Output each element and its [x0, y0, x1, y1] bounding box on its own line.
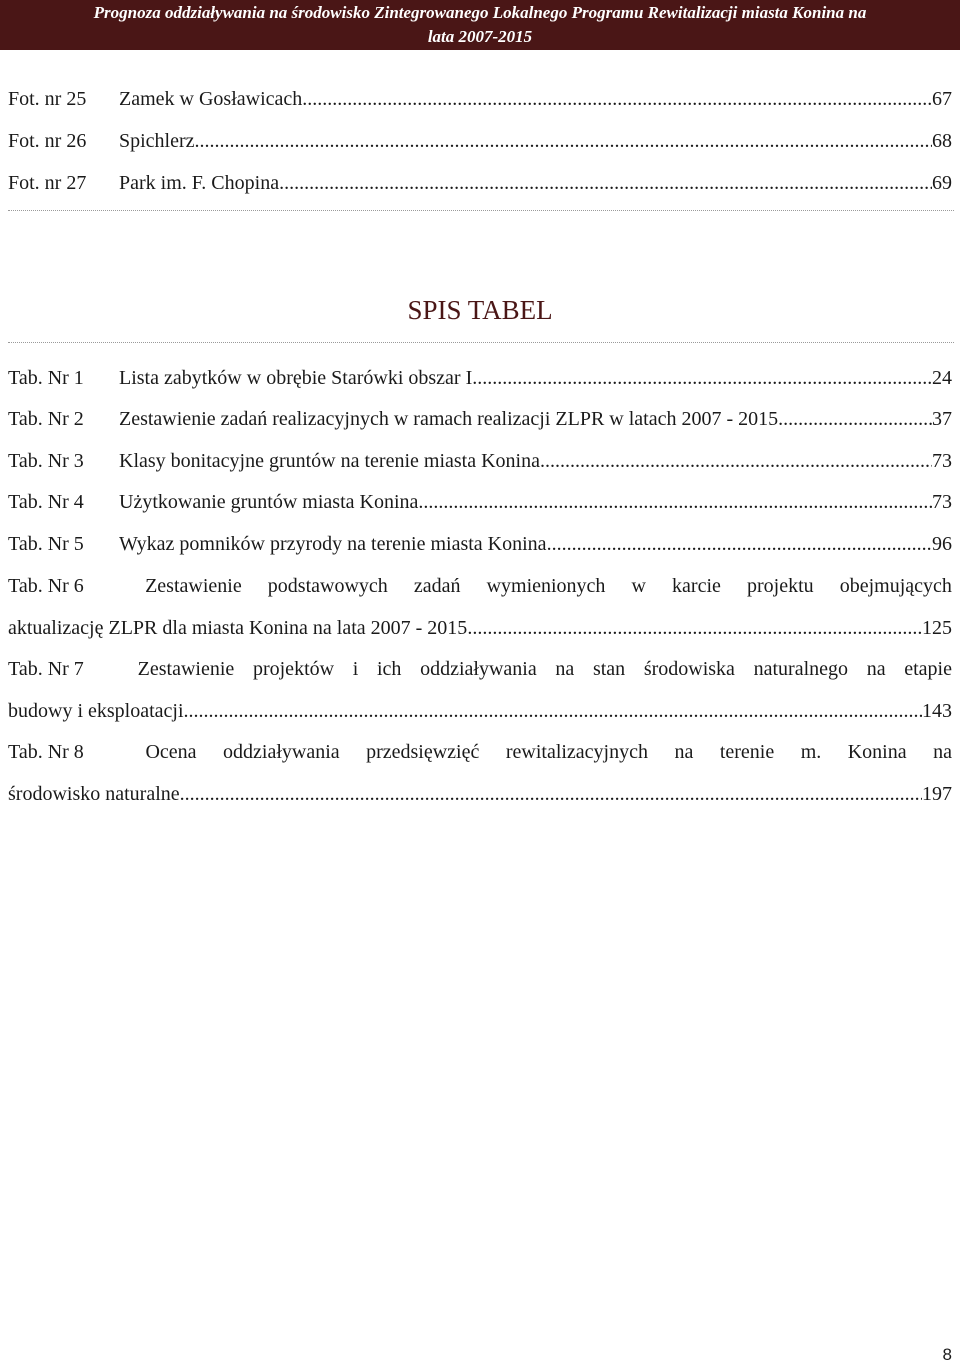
- entry-title: Spichlerz: [119, 130, 195, 152]
- entry-title-line2: budowy i eksploatacji: [8, 700, 184, 722]
- entry-title-word: w: [631, 575, 646, 597]
- toc-entry-table-line1: [8, 655, 952, 683]
- entry-prefix: Tab. Nr 8: [8, 741, 84, 763]
- entry-page: 67: [932, 88, 952, 110]
- entry-title-word: Zestawienie: [137, 658, 235, 680]
- entry-title-word: rewitalizacyjnych: [505, 741, 648, 763]
- toc-entry-table: [8, 488, 952, 516]
- entry-prefix: Fot. nr 27: [8, 172, 87, 194]
- entry-title-word: wymienionych: [486, 575, 606, 597]
- header-title-line2: lata 2007-2015: [427, 27, 533, 46]
- entry-title-word: na: [674, 741, 694, 763]
- entry-title-word: oddziaływania: [223, 741, 340, 763]
- entry-title-line2: środowisko naturalne: [8, 783, 180, 805]
- entry-page: 37: [932, 408, 952, 430]
- entry-title-word: Ocena: [145, 741, 197, 763]
- entry-prefix: Fot. nr 25: [8, 88, 87, 110]
- dot-leader: [547, 530, 932, 558]
- section-divider: [8, 342, 954, 343]
- entry-title: Zestawienie zadań realizacyjnych w ramach realizacji ZLPR w latach 2007 - 2015: [119, 408, 779, 430]
- dot-leader: [195, 127, 932, 155]
- toc-entry-table: [8, 405, 952, 433]
- entry-title: Zamek w Gosławicach: [119, 88, 303, 110]
- page-number: 8: [942, 1345, 952, 1364]
- entry-title-word: środowiska: [643, 658, 735, 680]
- dot-leader: [778, 405, 932, 433]
- entry-title-word: projektów: [252, 658, 335, 680]
- entry-title-word: obejmujących: [839, 575, 952, 597]
- section-divider: [8, 210, 954, 211]
- entry-page: 143: [922, 700, 952, 722]
- entry-title-word: przedsięwzięć: [366, 741, 480, 763]
- toc-entry-table-line2: [8, 614, 952, 642]
- entry-prefix: Tab. Nr 5: [8, 533, 84, 555]
- entry-title-word: m.: [800, 741, 822, 763]
- entry-title-word: projektu: [746, 575, 814, 597]
- section-heading-tables: SPIS TABEL: [407, 295, 553, 325]
- dot-leader: [472, 364, 932, 392]
- entry-prefix: Tab. Nr 6: [8, 575, 84, 597]
- entry-page: 68: [932, 130, 952, 152]
- entry-page: 197: [922, 783, 952, 805]
- entry-page: 73: [932, 491, 952, 513]
- entry-title-word: terenie: [719, 741, 775, 763]
- entry-title-word: na: [555, 658, 575, 680]
- entry-title-word: stan: [592, 658, 626, 680]
- entry-title-word: Konina: [847, 741, 907, 763]
- entry-title-word: i: [352, 658, 359, 680]
- dot-leader: [467, 614, 922, 642]
- entry-title-word: karcie: [672, 575, 721, 597]
- toc-entry-photo: [8, 127, 952, 155]
- toc-entry-table-line2: [8, 780, 952, 808]
- entry-title: Park im. F. Chopina: [119, 172, 280, 194]
- entry-title-word: oddziaływania: [420, 658, 537, 680]
- toc-entry-photo: [8, 85, 952, 113]
- entry-prefix: Tab. Nr 2: [8, 408, 84, 430]
- dot-leader: [418, 488, 932, 516]
- document-header: [0, 0, 960, 50]
- toc-entry-table: [8, 530, 952, 558]
- entry-title-word: na: [866, 658, 886, 680]
- entry-title-word: etapie: [904, 658, 952, 680]
- toc-entry-table: [8, 447, 952, 475]
- dot-leader: [540, 447, 932, 475]
- dot-leader: [180, 780, 922, 808]
- dot-leader: [184, 697, 922, 725]
- entry-title-word: na: [933, 741, 952, 763]
- entry-prefix: Tab. Nr 4: [8, 491, 84, 513]
- entry-title: Lista zabytków w obrębie Starówki obszar I: [119, 367, 473, 389]
- entry-title: Wykaz pomników przyrody na terenie miasta Konina: [119, 533, 547, 555]
- entry-title-line2: aktualizację ZLPR dla miasta Konina na lata 2007 - 2015: [8, 617, 468, 639]
- dot-leader: [279, 169, 932, 197]
- entry-page: 73: [932, 450, 952, 472]
- dot-leader: [302, 85, 932, 113]
- entry-title-word: Zestawienie: [145, 575, 242, 597]
- entry-prefix: Tab. Nr 7: [8, 658, 84, 680]
- entry-prefix: Tab. Nr 1: [8, 367, 84, 389]
- entry-prefix: Fot. nr 26: [8, 130, 87, 152]
- entry-title: Użytkowanie gruntów miasta Konina: [119, 491, 419, 513]
- entry-title-word: naturalnego: [753, 658, 849, 680]
- entry-prefix: Tab. Nr 3: [8, 450, 84, 472]
- toc-entry-table-line1: [8, 572, 952, 600]
- entry-title: Klasy bonitacyjne gruntów na terenie miasta Konina: [119, 450, 540, 472]
- entry-page: 69: [932, 172, 952, 194]
- toc-entry-table-line1: [8, 738, 952, 766]
- entry-title-word: zadań: [413, 575, 461, 597]
- toc-entry-photo: [8, 169, 952, 197]
- entry-title-word: podstawowych: [267, 575, 388, 597]
- entry-page: 125: [922, 617, 952, 639]
- header-title-line1: Prognoza oddziaływania na środowisko Zintegrowanego Lokalnego Programu Rewitalizacji miasta Konina na: [93, 3, 867, 22]
- toc-entry-table-line2: [8, 697, 952, 725]
- entry-title-word: ich: [376, 658, 402, 680]
- entry-page: 24: [932, 367, 952, 389]
- entry-page: 96: [932, 533, 952, 555]
- toc-entry-table: [8, 364, 952, 392]
